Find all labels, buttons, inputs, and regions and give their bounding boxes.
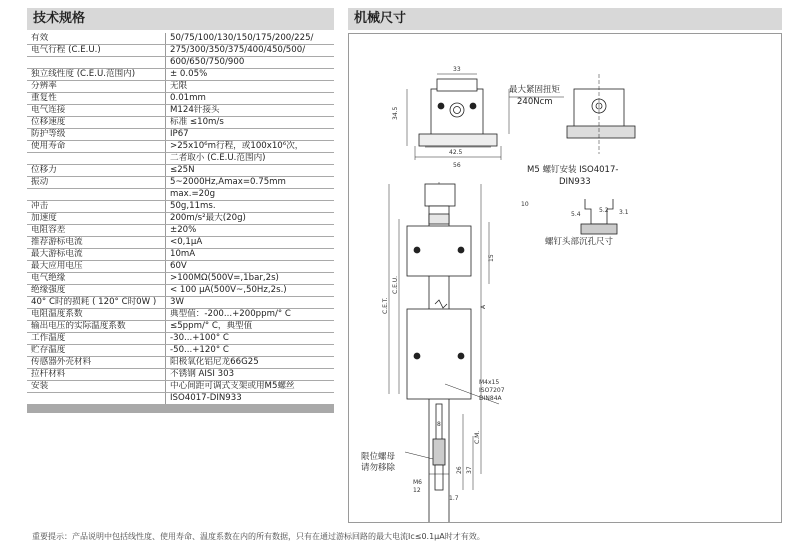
- spec-label: 分辨率: [27, 81, 166, 93]
- dim-26: 26: [456, 466, 463, 474]
- spec-value: M124针接头: [166, 105, 335, 117]
- spec-label: 工作温度: [27, 333, 166, 345]
- spec-value: ≤25N: [166, 165, 335, 177]
- thread-label-2: ISO7207: [479, 387, 505, 394]
- spec-row: [27, 261, 334, 273]
- spec-value: >25x10⁶m行程，或100x10⁶次，: [166, 141, 335, 153]
- spec-row: [27, 117, 334, 129]
- spec-row: [27, 129, 334, 141]
- spec-label: 振动: [27, 177, 166, 189]
- spec-label: 电阻温度系数: [27, 309, 166, 321]
- spec-row: [27, 33, 334, 45]
- dim-3-1: 3.1: [619, 209, 629, 216]
- spec-label: 最大游标电流: [27, 249, 166, 261]
- drawing-svg: [349, 34, 781, 522]
- spec-label: 40° C时的损耗 ( 120° C时0W ): [27, 297, 166, 309]
- spec-value: -50...+120° C: [166, 345, 335, 357]
- spec-row: [27, 249, 334, 261]
- spec-value: 3W: [166, 297, 335, 309]
- counterbore-detail: [581, 199, 617, 234]
- spec-row: [27, 357, 334, 369]
- spec-value: ± 0.05%: [166, 69, 335, 81]
- dim-1-7: 1.7: [449, 495, 459, 502]
- spec-label: [27, 153, 166, 165]
- spec-row: [27, 57, 334, 69]
- spec-label: 电气连接: [27, 105, 166, 117]
- spec-value: 50g,11ms.: [166, 201, 335, 213]
- spec-row: [27, 393, 334, 405]
- spec-label: 加速度: [27, 213, 166, 225]
- spec-value: <0,1μA: [166, 237, 335, 249]
- spec-value: 二者取小 (C.E.U.范围内): [166, 153, 335, 165]
- spec-label: 安装: [27, 381, 166, 393]
- important-note: 重要提示：产品说明中包括线性度、使用寿命、温度系数在内的所有数据，只有在通过游标回路的最大电流Ic≤0.1μA时才有效。: [32, 532, 485, 541]
- spec-row: [27, 321, 334, 333]
- spec-value: >100MΩ(500V=,1bar,2s): [166, 273, 335, 285]
- spec-value: 200m/s²最大(20g): [166, 213, 335, 225]
- spec-row: [27, 165, 334, 177]
- dim-34-5: 34.5: [392, 106, 399, 120]
- spec-value: < 100 μA(500V~,50Hz,2s.): [166, 285, 335, 297]
- specs-header: 技术规格: [27, 8, 334, 30]
- spec-row: [27, 45, 334, 57]
- thread-label-1: M4x15: [479, 379, 500, 386]
- dim-37: 37: [466, 466, 473, 474]
- spec-value: 5~2000Hz,Amax=0.75mm: [166, 177, 335, 189]
- screw-label-2: DIN933: [559, 177, 591, 187]
- dim-cm: C.M.: [474, 430, 481, 444]
- spec-value: 中心间距可调式支架或用M5螺丝: [166, 381, 335, 393]
- spec-row: [27, 201, 334, 213]
- spec-row: [27, 285, 334, 297]
- torque-value: 240Ncm: [517, 97, 553, 107]
- spec-label: 输出电压的实际温度系数: [27, 321, 166, 333]
- spec-value: ±20%: [166, 225, 335, 237]
- spec-value: 不锈钢 AISI 303: [166, 369, 335, 381]
- spec-row: [27, 105, 334, 117]
- spec-value: 典型值：-200...+200ppm/° C: [166, 309, 335, 321]
- spec-label: 绝缘强度: [27, 285, 166, 297]
- dim-10: 10: [521, 201, 529, 208]
- spec-row: [27, 412, 334, 413]
- spec-label: 电气绝缘: [27, 273, 166, 285]
- spec-label: 拉杆材料: [27, 369, 166, 381]
- dim-cet: C.E.T.: [382, 297, 389, 314]
- screw-label-1: M5 螺钉安装 ISO4017-: [527, 165, 619, 175]
- spec-value: 阳极氧化铝尼龙66G25: [166, 357, 335, 369]
- spec-label: 有效: [27, 33, 166, 45]
- spec-value: 600/650/750/900: [166, 57, 335, 69]
- top-bracket-view: [407, 74, 509, 160]
- spec-value: 60V: [166, 261, 335, 273]
- spec-row: [27, 141, 334, 153]
- spec-row: [27, 309, 334, 321]
- sensor-body: [389, 182, 489, 522]
- spec-label: 传感器外壳材料: [27, 357, 166, 369]
- dim-m6: M6: [413, 479, 422, 486]
- spec-row: [27, 369, 334, 381]
- spec-label: 推荐游标电流: [27, 237, 166, 249]
- spec-row: [27, 189, 334, 201]
- spec-value: 275/300/350/375/400/450/500/: [166, 45, 335, 57]
- spec-row: [27, 93, 334, 105]
- spec-label: 独立线性度 (C.E.U.范围内): [27, 69, 166, 81]
- spec-row: [27, 69, 334, 81]
- spec-value: IP67: [166, 129, 335, 141]
- spec-row: [27, 213, 334, 225]
- dim-A: A: [480, 304, 487, 309]
- dimensions-header: 机械尺寸: [348, 8, 782, 30]
- dim-12: 12: [413, 487, 421, 494]
- spec-row: [27, 237, 334, 249]
- spec-value: 无限: [166, 81, 335, 93]
- spec-label: 防护等级: [27, 129, 166, 141]
- spec-label: [27, 412, 166, 413]
- dim-5-2: 5.2: [599, 207, 609, 214]
- spec-row: [27, 333, 334, 345]
- spec-label: [27, 393, 166, 405]
- spec-value: 标准 ≤10m/s: [166, 117, 335, 129]
- spec-label: 冲击: [27, 201, 166, 213]
- spec-row: [27, 345, 334, 357]
- spec-label: 重复性: [27, 93, 166, 105]
- spec-value: [166, 412, 335, 413]
- spec-row: [27, 381, 334, 393]
- thread-label-3: DIN84A: [479, 395, 502, 402]
- spec-value: -30...+100° C: [166, 333, 335, 345]
- counterbore-label: 螺钉头部沉孔尺寸: [545, 237, 614, 247]
- spec-label: 贮存温度: [27, 345, 166, 357]
- dim-5-4: 5.4: [571, 211, 581, 218]
- spec-row: [27, 273, 334, 285]
- spec-row: [27, 177, 334, 189]
- spec-label: [27, 189, 166, 201]
- spec-label: 最大应用电压: [27, 261, 166, 273]
- torque-label: 最大紧固扭矩: [509, 85, 561, 95]
- spec-value: max.=20g: [166, 189, 335, 201]
- spec-row: [27, 81, 334, 93]
- spec-label: 位移力: [27, 165, 166, 177]
- dim-33: 33: [453, 66, 461, 73]
- dim-56: 56: [453, 162, 461, 169]
- spec-value: 50/75/100/130/150/175/200/225/: [166, 33, 335, 45]
- spec-value: ISO4017-DIN933: [166, 393, 335, 405]
- spec-row: [27, 297, 334, 309]
- limit-nut-label-1: 限位螺母: [361, 452, 396, 462]
- spec-label: 使用寿命: [27, 141, 166, 153]
- spec-label: 电阻容差: [27, 225, 166, 237]
- spec-value: 0.01mm: [166, 93, 335, 105]
- limit-nut-label-2: 请勿移除: [361, 463, 396, 473]
- dim-42-5: 42.5: [449, 149, 463, 156]
- spec-label: 电气行程 (C.E.U.): [27, 45, 166, 57]
- mechanical-drawing: [348, 33, 782, 523]
- spec-value: 10mA: [166, 249, 335, 261]
- dim-15: 15: [488, 254, 495, 262]
- spec-value: ≤5ppm/° C，典型值: [166, 321, 335, 333]
- spec-row: [27, 153, 334, 165]
- dim-8: 8: [437, 421, 441, 428]
- spec-label: 位移速度: [27, 117, 166, 129]
- spec-row: [27, 225, 334, 237]
- spec-table: [27, 33, 334, 413]
- dim-ceu: C.E.U.: [392, 275, 399, 294]
- spec-label: [27, 57, 166, 69]
